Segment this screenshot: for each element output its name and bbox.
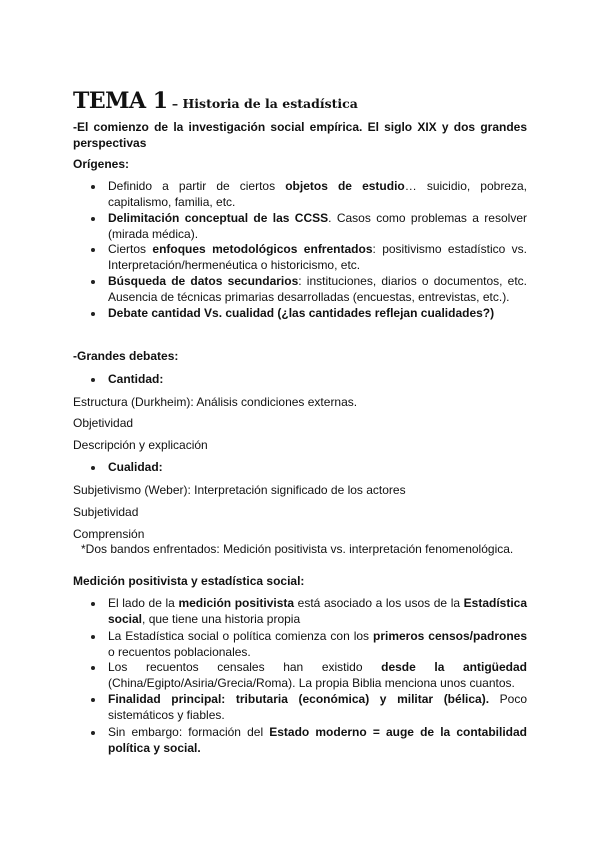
cantidad-line: Descripción y explicación xyxy=(73,438,208,452)
debates-note: *Dos bandos enfrentados: Medición positivista vs. interpretación fenomenológica. xyxy=(81,542,514,556)
title-sub: Historia de la estadística xyxy=(182,96,358,111)
text: Poco sistemáticos y fiables. xyxy=(108,692,528,722)
list-item xyxy=(108,306,527,322)
debates-heading: -Grandes debates: xyxy=(73,349,179,363)
cualidad-line: Subjetividad xyxy=(73,505,139,519)
title-main: TEMA 1 xyxy=(73,88,168,114)
bold-text: Delimitación conceptual de las CCSS xyxy=(108,211,329,225)
cualidad-line: Subjetivismo (Weber): Interpretación significado de los actores xyxy=(73,483,406,497)
text: o recuentos poblacionales. xyxy=(108,644,251,659)
text: El lado de la xyxy=(108,596,179,610)
text: está asociado a los usos de la xyxy=(294,596,464,610)
origenes-heading: Orígenes: xyxy=(73,157,130,171)
list-item xyxy=(108,274,527,305)
bold-text: enfoques metodológicos enfrentados xyxy=(152,242,373,256)
bold-text: primeros censos/padrones xyxy=(373,629,527,643)
list-item xyxy=(108,179,527,210)
bold-text: medición positivista xyxy=(178,596,295,610)
bold-text: Estado moderno = auge de la contabilidad política y social. xyxy=(108,725,528,755)
cantidad-label: Cantidad: xyxy=(108,372,527,388)
bold-text: Búsqueda de datos secundarios xyxy=(108,274,299,288)
text: Los recuentos censales han existido xyxy=(108,660,382,674)
bold-text: desde la antigüedad xyxy=(381,660,527,674)
text: (China/Egipto/Asiria/Grecia/Roma). La propia Biblia menciona unos cuantos. xyxy=(108,675,515,690)
cantidad-line: Objetividad xyxy=(73,416,134,430)
medicion-heading: Medición positivista y estadística social: xyxy=(73,574,305,588)
text: Sin embargo: formación del xyxy=(108,725,270,739)
bold-text: objetos de estudio xyxy=(285,179,405,193)
text: : positivismo estadístico vs. Interpretación/hermenéutica o historicismo, etc. xyxy=(108,242,527,272)
intro-heading: -El comienzo de la investigación social empírica. El siglo XIX y dos grandes perspectivas xyxy=(73,120,527,150)
list-item xyxy=(108,660,527,691)
document-title xyxy=(73,88,358,114)
text: . Casos como problemas a resolver (mirada médica). xyxy=(108,211,527,241)
text: Definido a partir de ciertos xyxy=(108,179,286,193)
text: , que tiene una historia propia xyxy=(142,611,301,626)
text: Ciertos xyxy=(108,242,153,256)
title-dash: – xyxy=(167,96,183,111)
bold-text: Estadística social xyxy=(108,596,528,626)
cantidad-line: Estructura (Durkheim): Análisis condiciones externas. xyxy=(73,395,358,409)
list-item xyxy=(108,725,527,756)
list-item xyxy=(108,596,527,627)
list-item xyxy=(108,242,527,273)
list-item xyxy=(108,211,527,242)
bold-text: Finalidad principal: tributaria (económica) y militar (bélica). xyxy=(108,692,490,706)
list-item xyxy=(108,692,527,723)
text: : instituciones, diarios o documentos, etc. Ausencia de técnicas primarias desarrolladas (encuestas, entrevistas, etc.). xyxy=(108,274,527,304)
cualidad-label: Cualidad: xyxy=(108,460,527,476)
text: … suicidio, pobreza, capitalismo, familia, etc. xyxy=(108,179,527,209)
list-item xyxy=(108,629,527,660)
cualidad-line: Comprensión xyxy=(73,527,145,541)
text: La Estadística social o política comienza con los xyxy=(108,629,373,643)
bold-text: Debate cantidad Vs. cualidad (¿las cantidades reflejan cualidades?) xyxy=(108,306,495,320)
